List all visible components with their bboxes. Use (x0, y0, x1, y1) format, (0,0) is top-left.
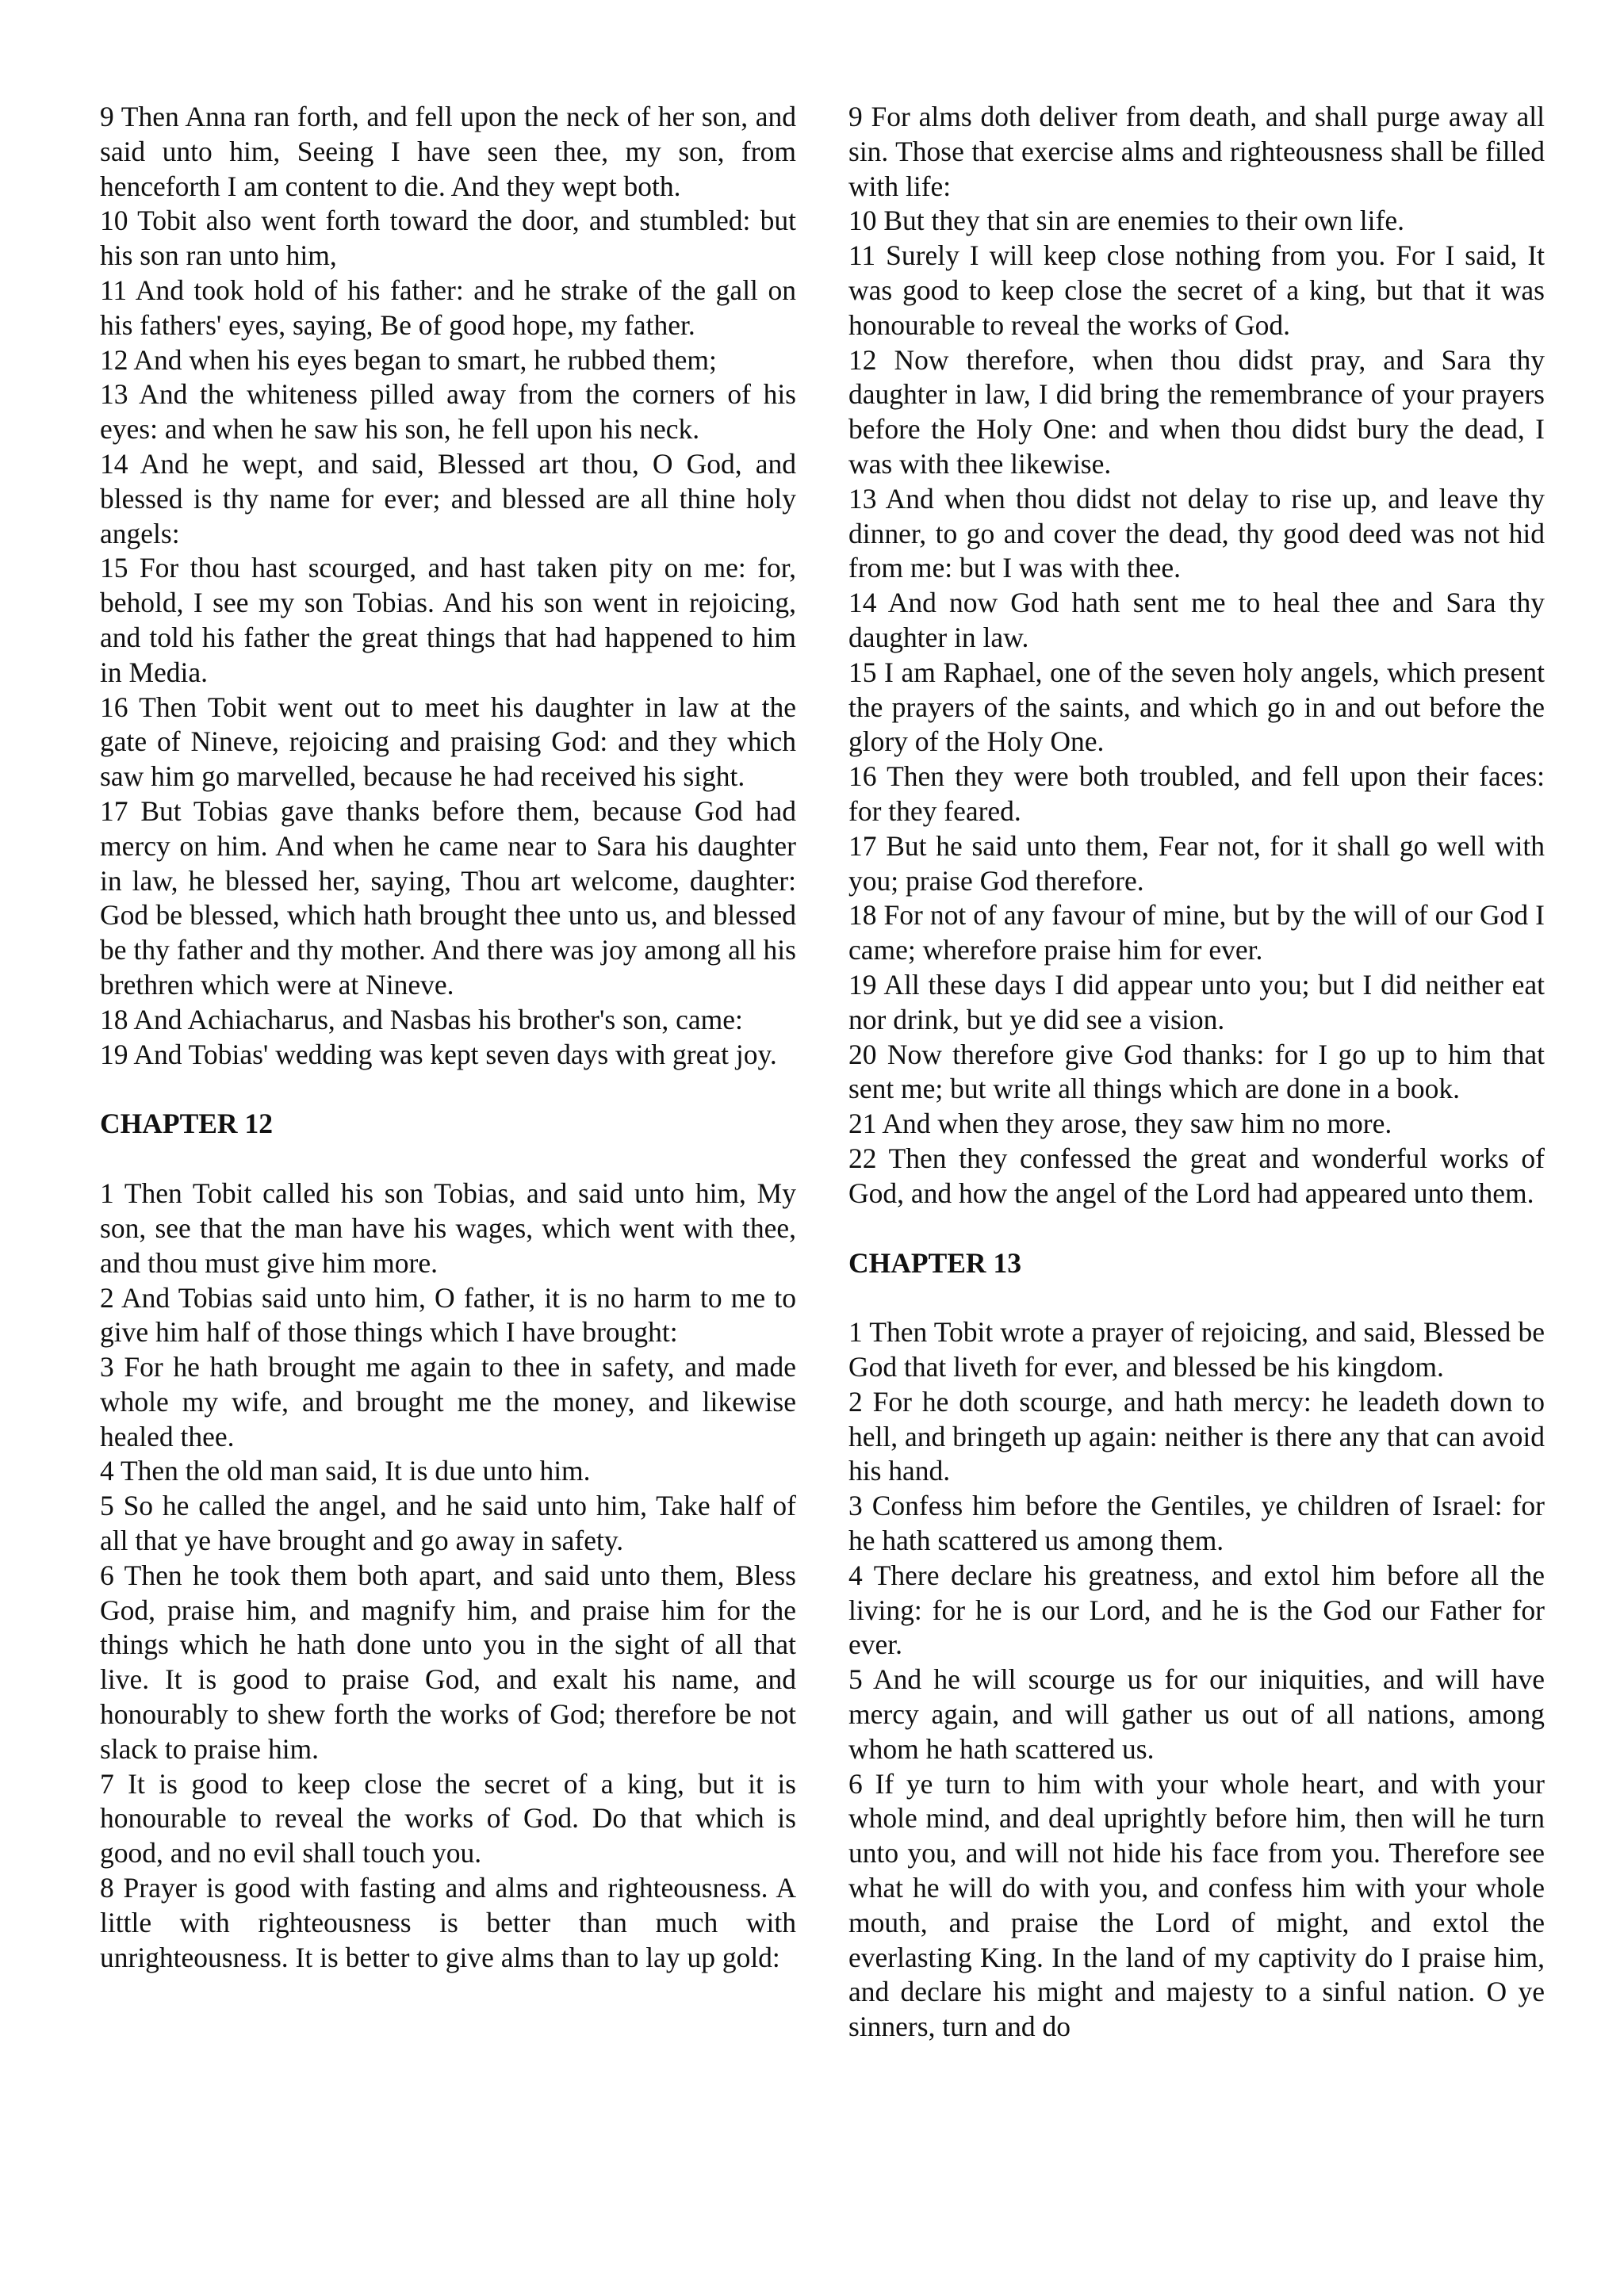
verse: 1 Then Tobit called his son Tobias, and said unto him, My son, see that the man have his wages, which went with thee, and thou must give him more. (100, 1177, 796, 1279)
verse: 3 For he hath brought me again to thee in safety, and made whole my wife, and brought me the money, and likewise healed thee. (100, 1351, 796, 1452)
verse: 1 Then Tobit wrote a prayer of rejoicing, and said, Blessed be God that liveth for ever, and blessed be his kingdom. (848, 1316, 1545, 1383)
verse: 3 Confess him before the Gentiles, ye children of Israel: for he hath scattered us among them. (848, 1490, 1545, 1557)
verse: 12 Now therefore, when thou didst pray, and Sara thy daughter in law, I did bring the remembrance of your prayers before the Holy One: and when thou didst bury the dead, I was with thee likewise. (848, 343, 1545, 480)
right-column (848, 100, 1545, 2045)
verse: 5 So he called the angel, and he said unto him, Take half of all that ye have brought and go away in safety. (100, 1490, 796, 1557)
verse: 4 Then the old man said, It is due unto him. (100, 1455, 591, 1487)
verse: 12 And when his eyes began to smart, he rubbed them; (100, 343, 717, 376)
verse: 8 Prayer is good with fasting and alms and righteousness. A little with righteousness is better than much with unrighteousness. It is better to give alms than to lay up gold: (100, 1872, 796, 1973)
verse: 14 And now God hath sent me to heal thee and Sara thy daughter in law. (848, 587, 1545, 653)
verse: 16 Then they were both troubled, and fell upon their faces: for they feared. (848, 760, 1545, 827)
verse: 21 And when they arose, they saw him no more. (848, 1108, 1392, 1140)
verse: 4 There declare his greatness, and extol him before all the living: for he is our Lord, and he is the God our Father for ever. (848, 1559, 1545, 1661)
verse: 13 And when thou didst not delay to rise up, and leave thy dinner, to go and cover the dead, thy good deed was not hid from me: but I was with thee. (848, 482, 1545, 584)
verse: 2 For he doth scourge, and hath mercy: he leadeth down to hell, and bringeth up again: neither is there any that can avoid his hand. (848, 1385, 1545, 1487)
verse: 20 Now therefore give God thanks: for I go up to him that sent me; but write all things which are done in a book. (848, 1038, 1545, 1105)
verse: 17 But he said unto them, Fear not, for it shall go well with you; praise God therefore. (848, 829, 1545, 897)
verse: 6 Then he took them both apart, and said unto them, Bless God, praise him, and magnify him, and praise him for the things which he hath done unto you in the sight of all that live. It is good to praise God, and exalt his name, and honourably to shew forth the works of God; therefore be not slack to praise him. (100, 1559, 796, 1765)
verse: 5 And he will scourge us for our iniquities, and will have mercy again, and will gather us out of all nations, among whom he hath scattered us. (848, 1663, 1545, 1765)
verse: 22 Then they confessed the great and wonderful works of God, and how the angel of the Lord had appeared unto them. (848, 1142, 1545, 1209)
verse: 15 For thou hast scourged, and hast taken pity on me: for, behold, I see my son Tobias. And his son went in rejoicing, and told his father the great things that had happened to him in Media. (100, 552, 796, 688)
verse: 9 For alms doth deliver from death, and shall purge away all sin. Those that exercise alms and righteousness shall be filled with life: (848, 101, 1545, 202)
verse: 16 Then Tobit went out to meet his daughter in law at the gate of Nineve, rejoicing and praising God: and they which saw him go marvelled, because he had received his sight. (100, 691, 796, 793)
verse: 10 Tobit also went forth toward the door, and stumbled: but his son ran unto him, (100, 205, 796, 272)
verse: 13 And the whiteness pilled away from the corners of his eyes: and when he saw his son, he fell upon his neck. (100, 378, 796, 446)
verse: 11 And took hold of his father: and he strake of the gall on his fathers' eyes, saying, Be of good hope, my father. (100, 274, 796, 341)
verse: 2 And Tobias said unto him, O father, it is no harm to me to give him half of those things which I have brought: (100, 1281, 796, 1349)
verse: 18 For not of any favour of mine, but by the will of our God I came; wherefore praise him for ever. (848, 899, 1545, 966)
verse: 17 But Tobias gave thanks before them, because God had mercy on him. And when he came near to Sara his daughter in law, he blessed her, saying, Thou art welcome, daughter: God be blessed, which hath brought thee unto us, and blessed be thy father and thy mother. And there was joy among all his brethren which were at Nineve. (100, 794, 796, 1001)
verse: 11 Surely I will keep close nothing from you. For I said, It was good to keep close the secret of a king, but that it was honourable to reveal the works of God. (848, 239, 1545, 341)
verse: 6 If ye turn to him with your whole heart, and with your whole mind, and deal uprightly before him, then will he turn unto you, and will not hide his face from you. Therefore see what he will do with you, and confess him with your whole mouth, and praise the Lord of might, and extol the everlasting King. In the land of my captivity do I praise him, and declare his might and majesty to a sinful nation. O ye sinners, turn and do (848, 1767, 1545, 2043)
verse: 10 But they that sin are enemies to their own life. (848, 205, 1404, 237)
verse: 7 It is good to keep close the secret of a king, but it is honourable to reveal the works of God. Do that which is good, and no evil shall touch you. (100, 1767, 796, 1869)
verse: 19 All these days I did appear unto you; but I did neither eat nor drink, but ye did see a vision. (848, 968, 1545, 1035)
verse: 18 And Achiacharus, and Nasbas his brother's son, came: (100, 1003, 743, 1035)
verse: 19 And Tobias' wedding was kept seven days with great joy. (100, 1038, 777, 1070)
verse: 14 And he wept, and said, Blessed art thou, O God, and blessed is thy name for ever; and blessed are all thine holy angels: (100, 447, 796, 549)
left-column (100, 100, 796, 1975)
verse: 9 Then Anna ran forth, and fell upon the neck of her son, and said unto him, Seeing I have seen thee, my son, from henceforth I am content to die. And they wept both. (100, 101, 796, 202)
verse: 15 I am Raphael, one of the seven holy angels, which present the prayers of the saints, and which go in and out before the glory of the Holy One. (848, 656, 1545, 758)
chapter-heading: CHAPTER 12 (100, 1108, 273, 1140)
chapter-heading: CHAPTER 13 (848, 1246, 1021, 1279)
